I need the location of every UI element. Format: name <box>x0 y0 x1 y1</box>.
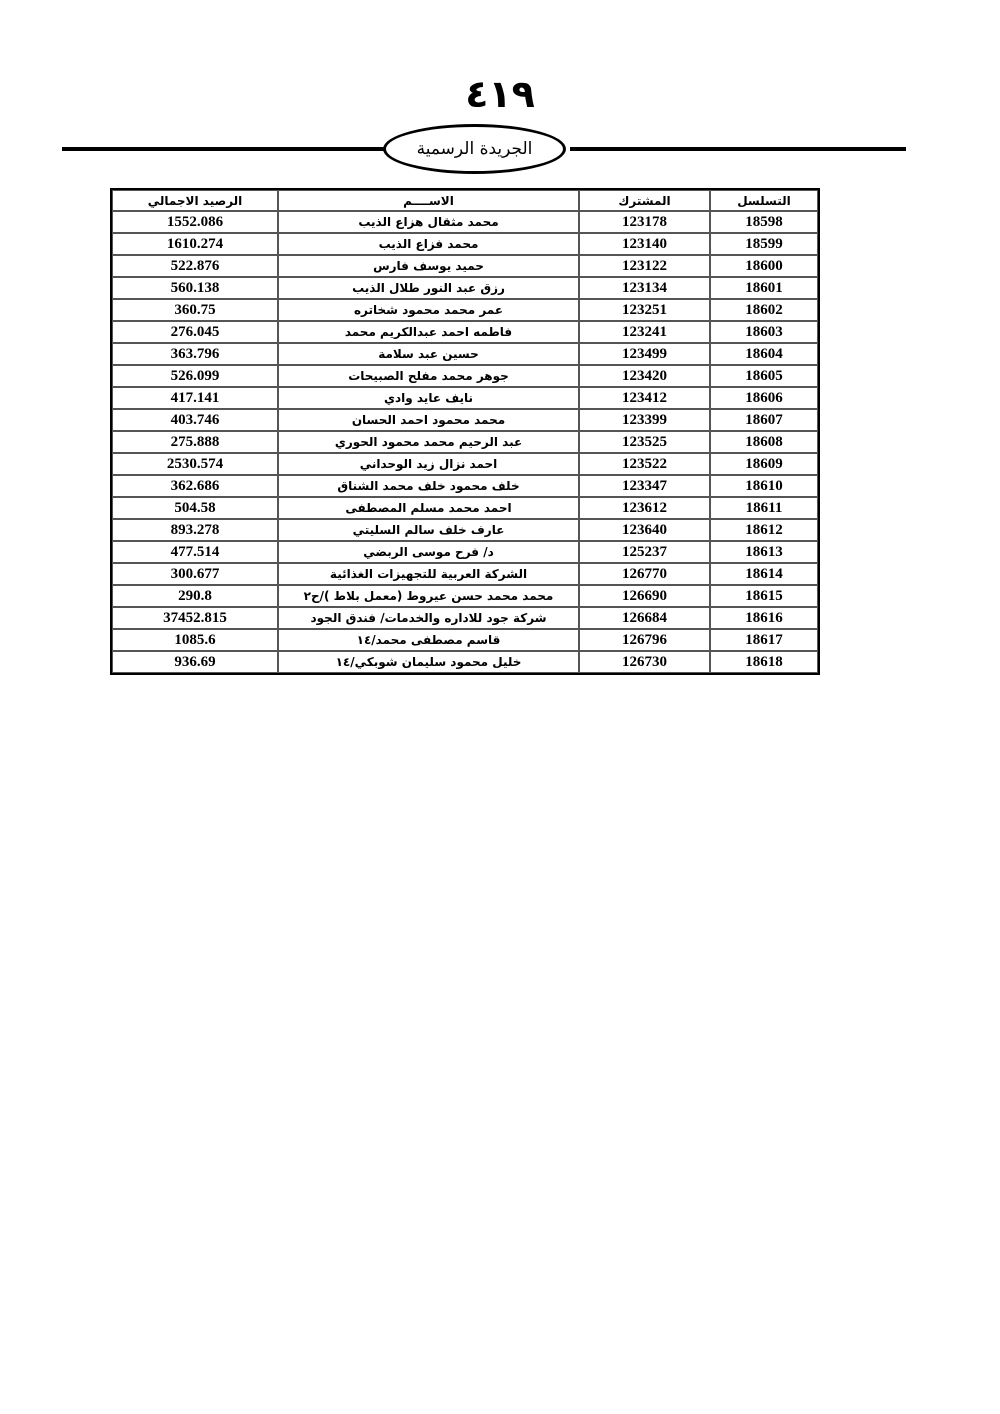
cell-name: نايف عايد وادي <box>278 387 579 409</box>
cell-serial: 18612 <box>710 519 818 541</box>
cell-subscriber: 126770 <box>579 563 710 585</box>
column-header-name: الاســــم <box>278 190 579 211</box>
cell-balance: 362.686 <box>112 475 278 497</box>
cell-subscriber: 123499 <box>579 343 710 365</box>
cell-balance: 522.876 <box>112 255 278 277</box>
cell-name: شركة جود للاداره والخدمات/ فندق الجود <box>278 607 579 629</box>
column-header-balance: الرصيد الاجمالي <box>112 190 278 211</box>
cell-balance: 477.514 <box>112 541 278 563</box>
table-header-row <box>112 190 818 211</box>
cell-serial: 18598 <box>710 211 818 233</box>
table-row <box>112 233 818 255</box>
cell-name: رزق عبد النور طلال الذيب <box>278 277 579 299</box>
cell-subscriber: 126730 <box>579 651 710 673</box>
cell-balance: 300.677 <box>112 563 278 585</box>
table-row <box>112 629 818 651</box>
cell-balance: 526.099 <box>112 365 278 387</box>
cell-subscriber: 123122 <box>579 255 710 277</box>
table-row <box>112 607 818 629</box>
cell-subscriber: 123412 <box>579 387 710 409</box>
cell-serial: 18616 <box>710 607 818 629</box>
cell-balance: 2530.574 <box>112 453 278 475</box>
cell-name: جوهر محمد مفلح الصبيحات <box>278 365 579 387</box>
cell-subscriber: 123525 <box>579 431 710 453</box>
cell-name: قاسم مصطفى محمد/١٤ <box>278 629 579 651</box>
table-row <box>112 541 818 563</box>
page-number: ٤١٩ <box>465 72 535 116</box>
table-row <box>112 431 818 453</box>
cell-balance: 417.141 <box>112 387 278 409</box>
masthead-rule-left <box>62 147 384 151</box>
cell-name: حميد يوسف فارس <box>278 255 579 277</box>
cell-subscriber: 123612 <box>579 497 710 519</box>
cell-balance: 363.796 <box>112 343 278 365</box>
cell-serial: 18617 <box>710 629 818 651</box>
cell-subscriber: 126684 <box>579 607 710 629</box>
cell-name: محمد محمود احمد الحسان <box>278 409 579 431</box>
table-row <box>112 299 818 321</box>
cell-balance: 1085.6 <box>112 629 278 651</box>
table-row <box>112 387 818 409</box>
table-row <box>112 277 818 299</box>
subscribers-table-container <box>110 188 820 675</box>
column-header-serial: التسلسل <box>710 190 818 211</box>
cell-subscriber: 123241 <box>579 321 710 343</box>
masthead-oval <box>383 124 566 174</box>
cell-subscriber: 123347 <box>579 475 710 497</box>
cell-serial: 18608 <box>710 431 818 453</box>
table-row <box>112 519 818 541</box>
cell-subscriber: 123522 <box>579 453 710 475</box>
table-row <box>112 255 818 277</box>
cell-serial: 18599 <box>710 233 818 255</box>
cell-name: عارف خلف سالم السليتي <box>278 519 579 541</box>
table-row <box>112 497 818 519</box>
table-row <box>112 365 818 387</box>
table-body <box>112 211 818 673</box>
table-row <box>112 409 818 431</box>
cell-subscriber: 123178 <box>579 211 710 233</box>
cell-balance: 37452.815 <box>112 607 278 629</box>
cell-name: عمر محمد محمود شخاتره <box>278 299 579 321</box>
cell-subscriber: 123420 <box>579 365 710 387</box>
masthead-rule-right <box>570 147 906 151</box>
cell-name: الشركة العربية للتجهيزات الغذائية <box>278 563 579 585</box>
cell-serial: 18605 <box>710 365 818 387</box>
cell-balance: 560.138 <box>112 277 278 299</box>
table-row <box>112 453 818 475</box>
cell-serial: 18611 <box>710 497 818 519</box>
table-row <box>112 651 818 673</box>
cell-serial: 18614 <box>710 563 818 585</box>
cell-name: احمد نزال زيد الوحداني <box>278 453 579 475</box>
cell-name: احمد محمد مسلم المصطفى <box>278 497 579 519</box>
cell-balance: 275.888 <box>112 431 278 453</box>
cell-balance: 360.75 <box>112 299 278 321</box>
table-row <box>112 563 818 585</box>
cell-balance: 276.045 <box>112 321 278 343</box>
table-row <box>112 211 818 233</box>
cell-serial: 18607 <box>710 409 818 431</box>
cell-name: محمد فزاع الذيب <box>278 233 579 255</box>
table-row <box>112 321 818 343</box>
cell-serial: 18618 <box>710 651 818 673</box>
cell-subscriber: 123134 <box>579 277 710 299</box>
cell-subscriber: 123399 <box>579 409 710 431</box>
cell-serial: 18602 <box>710 299 818 321</box>
table-row <box>112 343 818 365</box>
cell-name: د/ فرح موسى الربضي <box>278 541 579 563</box>
cell-balance: 893.278 <box>112 519 278 541</box>
cell-name: محمد محمد حسن عيروط (معمل بلاط )/ح٢ <box>278 585 579 607</box>
cell-name: فاطمه احمد عبدالكريم محمد <box>278 321 579 343</box>
cell-serial: 18603 <box>710 321 818 343</box>
cell-balance: 504.58 <box>112 497 278 519</box>
cell-balance: 290.8 <box>112 585 278 607</box>
cell-serial: 18610 <box>710 475 818 497</box>
cell-serial: 18604 <box>710 343 818 365</box>
cell-subscriber: 126796 <box>579 629 710 651</box>
gazette-title: الجريدة الرسمية <box>416 139 533 159</box>
cell-subscriber: 125237 <box>579 541 710 563</box>
cell-balance: 936.69 <box>112 651 278 673</box>
cell-subscriber: 123140 <box>579 233 710 255</box>
cell-name: خليل محمود سليمان شوبكي/١٤ <box>278 651 579 673</box>
cell-serial: 18609 <box>710 453 818 475</box>
cell-serial: 18600 <box>710 255 818 277</box>
table-row <box>112 475 818 497</box>
cell-name: محمد مثقال هزاع الذيب <box>278 211 579 233</box>
cell-name: خلف محمود خلف محمد الشناق <box>278 475 579 497</box>
cell-name: عبد الرحيم محمد محمود الحوري <box>278 431 579 453</box>
cell-subscriber: 123640 <box>579 519 710 541</box>
cell-balance: 1610.274 <box>112 233 278 255</box>
subscribers-table <box>110 188 820 675</box>
cell-name: حسين عبد سلامة <box>278 343 579 365</box>
cell-balance: 403.746 <box>112 409 278 431</box>
cell-subscriber: 126690 <box>579 585 710 607</box>
cell-balance: 1552.086 <box>112 211 278 233</box>
cell-serial: 18606 <box>710 387 818 409</box>
column-header-subscriber: المشترك <box>579 190 710 211</box>
table-row <box>112 585 818 607</box>
cell-serial: 18613 <box>710 541 818 563</box>
cell-serial: 18601 <box>710 277 818 299</box>
cell-serial: 18615 <box>710 585 818 607</box>
cell-subscriber: 123251 <box>579 299 710 321</box>
